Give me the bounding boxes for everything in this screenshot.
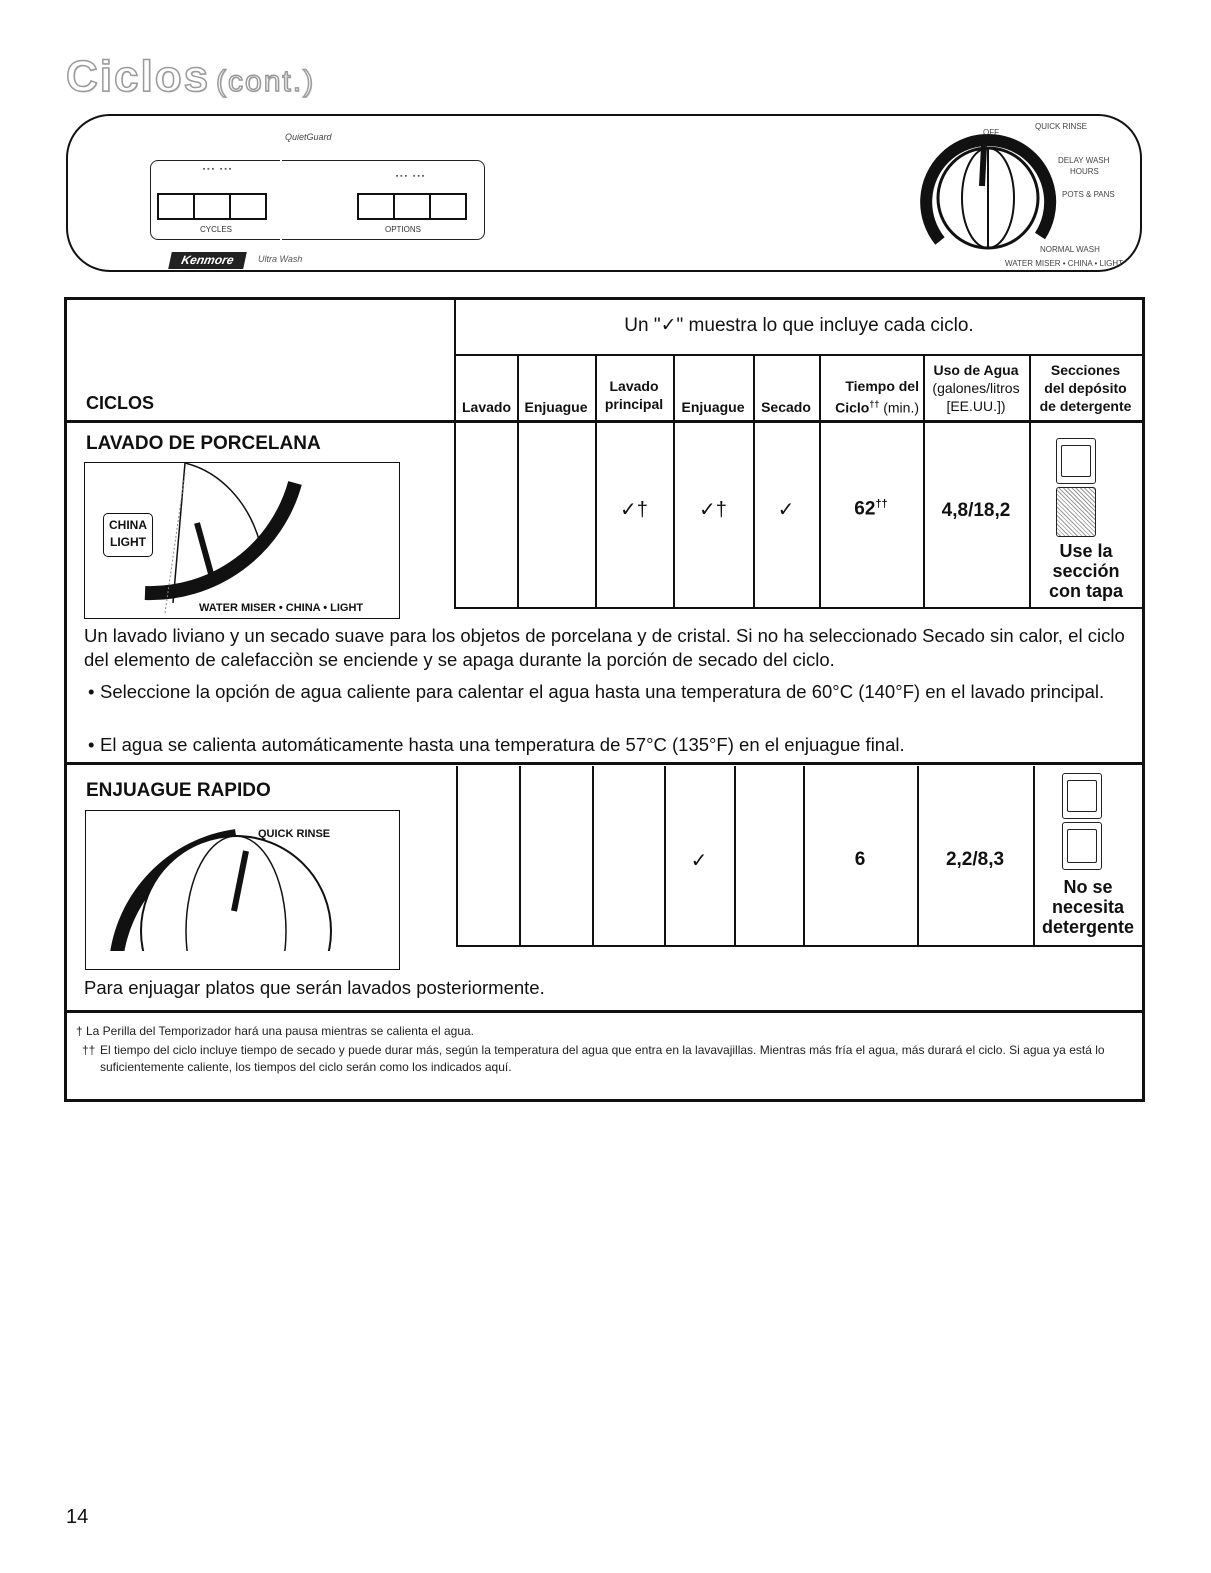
option-button-3 <box>429 193 467 220</box>
dial-label-hours: HOURS <box>1070 167 1099 176</box>
header-sep-3 <box>673 355 675 420</box>
ciclos-label: CICLOS <box>86 393 155 413</box>
row1-tiempo <box>819 498 923 520</box>
col-lavado-principal-line2: principal <box>604 396 664 412</box>
row2-rule <box>66 1010 1143 1013</box>
row1-bullet-2: • El agua se calienta automáticamente hasta una temperatura de 57°C (135°F) en el enjuague final. <box>100 733 1130 757</box>
dial-label-normal-wash: NORMAL WASH <box>1040 245 1100 254</box>
detergent-cup-empty-icon-2 <box>1062 822 1102 870</box>
row2-detergent-text <box>1035 877 1141 937</box>
quick-rinse-dial-icon <box>86 811 400 970</box>
footnote-1 <box>76 1023 1126 1040</box>
row1-check-secado: ✓ <box>777 499 795 521</box>
option-button-1 <box>357 193 395 220</box>
header-sep-1 <box>517 355 519 420</box>
col-secciones-line2: del depósito <box>1044 380 1127 396</box>
row2-description: Para enjuagar platos que serán lavados posteriormente. <box>84 977 545 998</box>
col-lavado-principal-line1: Lavado <box>609 378 659 394</box>
row1-tiempo-mark: †† <box>875 498 888 510</box>
row2-detergent-line1: No se <box>1063 877 1113 897</box>
options-buttons <box>357 193 465 220</box>
dial-label-water-miser: WATER MISER • CHINA • LIGHT <box>1005 259 1124 268</box>
options-tiny-labels: ▪ ▪ ▪ ▪ ▪ ▪ <box>395 173 425 180</box>
col-tiempo-unit: (min.) <box>883 399 919 416</box>
header-sep-2 <box>595 355 597 420</box>
row2-sep-1 <box>519 766 521 947</box>
header-sep-5 <box>819 355 821 420</box>
header-sep-6 <box>923 355 925 420</box>
col-tiempo-line1: Tiempo del <box>845 378 919 394</box>
row1-tiempo-value: 62 <box>854 498 876 520</box>
row1-check-enjuague: ✓† <box>699 499 727 521</box>
header-sep-7 <box>1029 355 1031 420</box>
row1-detergent-line2: sección <box>1052 561 1120 581</box>
row2-sep-2 <box>592 766 594 947</box>
cycles-tiny-labels: ▪ ▪ ▪ ▪ ▪ ▪ <box>202 166 232 173</box>
footnote-1-mark: † <box>76 1024 83 1038</box>
detergent-cup-open-icon <box>1056 438 1096 484</box>
footnote-1-text: La Perilla del Temporizador hará una pausa mientras se calienta el agua. <box>86 1024 475 1038</box>
row1-sep-0 <box>454 422 456 608</box>
col-lavado: Lavado <box>461 399 511 415</box>
row2-detergent-line3: detergente <box>1041 917 1135 937</box>
col-enjuague: Enjuague <box>524 399 588 415</box>
china-light-caption: WATER MISER • CHINA • LIGHT <box>199 602 364 614</box>
page-title <box>66 52 315 102</box>
row1-check-lavado-principal: ✓† <box>620 499 648 521</box>
quick-rinse-caption: QUICK RINSE <box>258 828 331 840</box>
table-note: Un "✓" muestra lo que incluye cada ciclo. <box>624 315 974 336</box>
cycle-button-3 <box>229 193 267 220</box>
dial-label-off: OFF <box>983 128 999 137</box>
row2-sep-4 <box>734 766 736 947</box>
row1-description: Un lavado liviano y un secado suave para los objetos de porcelana y de cristal. Si no ha seleccionado Secado sin calor, el ciclo del elemento de calefacciòn se enciende y se apaga durante la porción de secado del ciclo. <box>84 625 1125 670</box>
page-number: 14 <box>66 1506 89 1528</box>
page-title-text: Ciclos <box>66 52 211 101</box>
header-rule <box>66 420 1143 423</box>
col-uso-agua <box>923 361 1029 415</box>
detergent-cup-empty-icon-1 <box>1062 773 1102 819</box>
col-lavado-principal <box>595 377 673 413</box>
cycles-buttons <box>157 193 265 220</box>
cycles-label: CYCLES <box>200 225 233 234</box>
footnote-2-mark: †† <box>82 1043 96 1057</box>
dial-label-pots-pans: POTS & PANS <box>1062 190 1115 199</box>
col-tiempo-mark: †† <box>869 399 880 409</box>
footnote-2 <box>82 1042 1120 1076</box>
detergent-cup-covered-icon <box>1056 487 1096 537</box>
row2-check-enjuague: ✓ <box>690 850 708 872</box>
cycle-button-1 <box>157 193 195 220</box>
col-agua-line2: (galones/litros <box>932 380 1020 396</box>
header-note-rule <box>454 354 1142 356</box>
row2-detergent-line2: necesita <box>1051 897 1125 917</box>
footnote-2-text: El tiempo del ciclo incluye tiempo de secado y puede durar más, según la temperatura del agua que entra en la lavavajillas. Mientras más fría el agua, más durará el ciclo. Si agua ya está lo suficientemente caliente, los tiempos del ciclo serán como los indicados aquí. <box>100 1043 1105 1074</box>
cycle-dial-icon <box>920 116 1060 271</box>
brand-sub: Ultra Wash <box>258 254 303 264</box>
row2-sep-0 <box>456 766 458 947</box>
row2-tiempo: 6 <box>854 849 866 870</box>
options-label: OPTIONS <box>385 225 422 234</box>
row-title-enjuague-rapido: ENJUAGUE RAPIDO <box>86 780 271 801</box>
col-tiempo <box>819 377 923 417</box>
row1-bottom-rule <box>454 607 1143 609</box>
col-tiempo-line2: Ciclo <box>835 399 870 416</box>
row1-bullet-1: • Seleccione la opción de agua caliente para calentar el agua hasta una temperatura de 60°C (140°F) en el lavado principal. <box>100 680 1130 704</box>
row2-agua: 2,2/8,3 <box>945 849 1005 870</box>
col-secado: Secado <box>761 399 811 415</box>
row1-agua: 4,8/18,2 <box>941 500 1011 521</box>
col-enjuague-2: Enjuague <box>681 399 745 415</box>
quick-rinse-inset <box>85 810 400 970</box>
col-agua-line3: [EE.UU.]) <box>946 398 1006 414</box>
china-light-button-line2: LIGHT <box>110 535 146 549</box>
page-title-suffix: (cont.) <box>216 65 316 98</box>
col-secciones-line1: Secciones <box>1050 362 1121 378</box>
row1-detergent-line3: con tapa <box>1048 581 1123 601</box>
quietguard-label: QuietGuard <box>285 132 332 142</box>
china-light-button <box>103 513 153 557</box>
china-light-button-line1: CHINA <box>109 518 147 532</box>
row1-detergent-line1: Use la <box>1059 541 1113 561</box>
col-secciones <box>1029 361 1142 415</box>
option-button-2 <box>393 193 431 220</box>
row1-sep-1 <box>517 422 519 608</box>
row1-detergent-text <box>1031 541 1141 601</box>
brand-logo: Kenmore <box>168 252 247 269</box>
cycle-button-2 <box>193 193 231 220</box>
col-agua-line1: Uso de Agua <box>933 362 1019 378</box>
dial-label-quick-rinse: QUICK RINSE <box>1035 122 1088 131</box>
header-sep-4 <box>753 355 755 420</box>
dial-label-delay-wash: DELAY WASH <box>1058 156 1110 165</box>
row-title-lavado-porcelana: LAVADO DE PORCELANA <box>86 433 321 454</box>
row2-bottom-rule <box>456 945 1143 947</box>
col-secciones-line3: de detergente <box>1039 398 1132 414</box>
row1-rule <box>66 762 1143 765</box>
